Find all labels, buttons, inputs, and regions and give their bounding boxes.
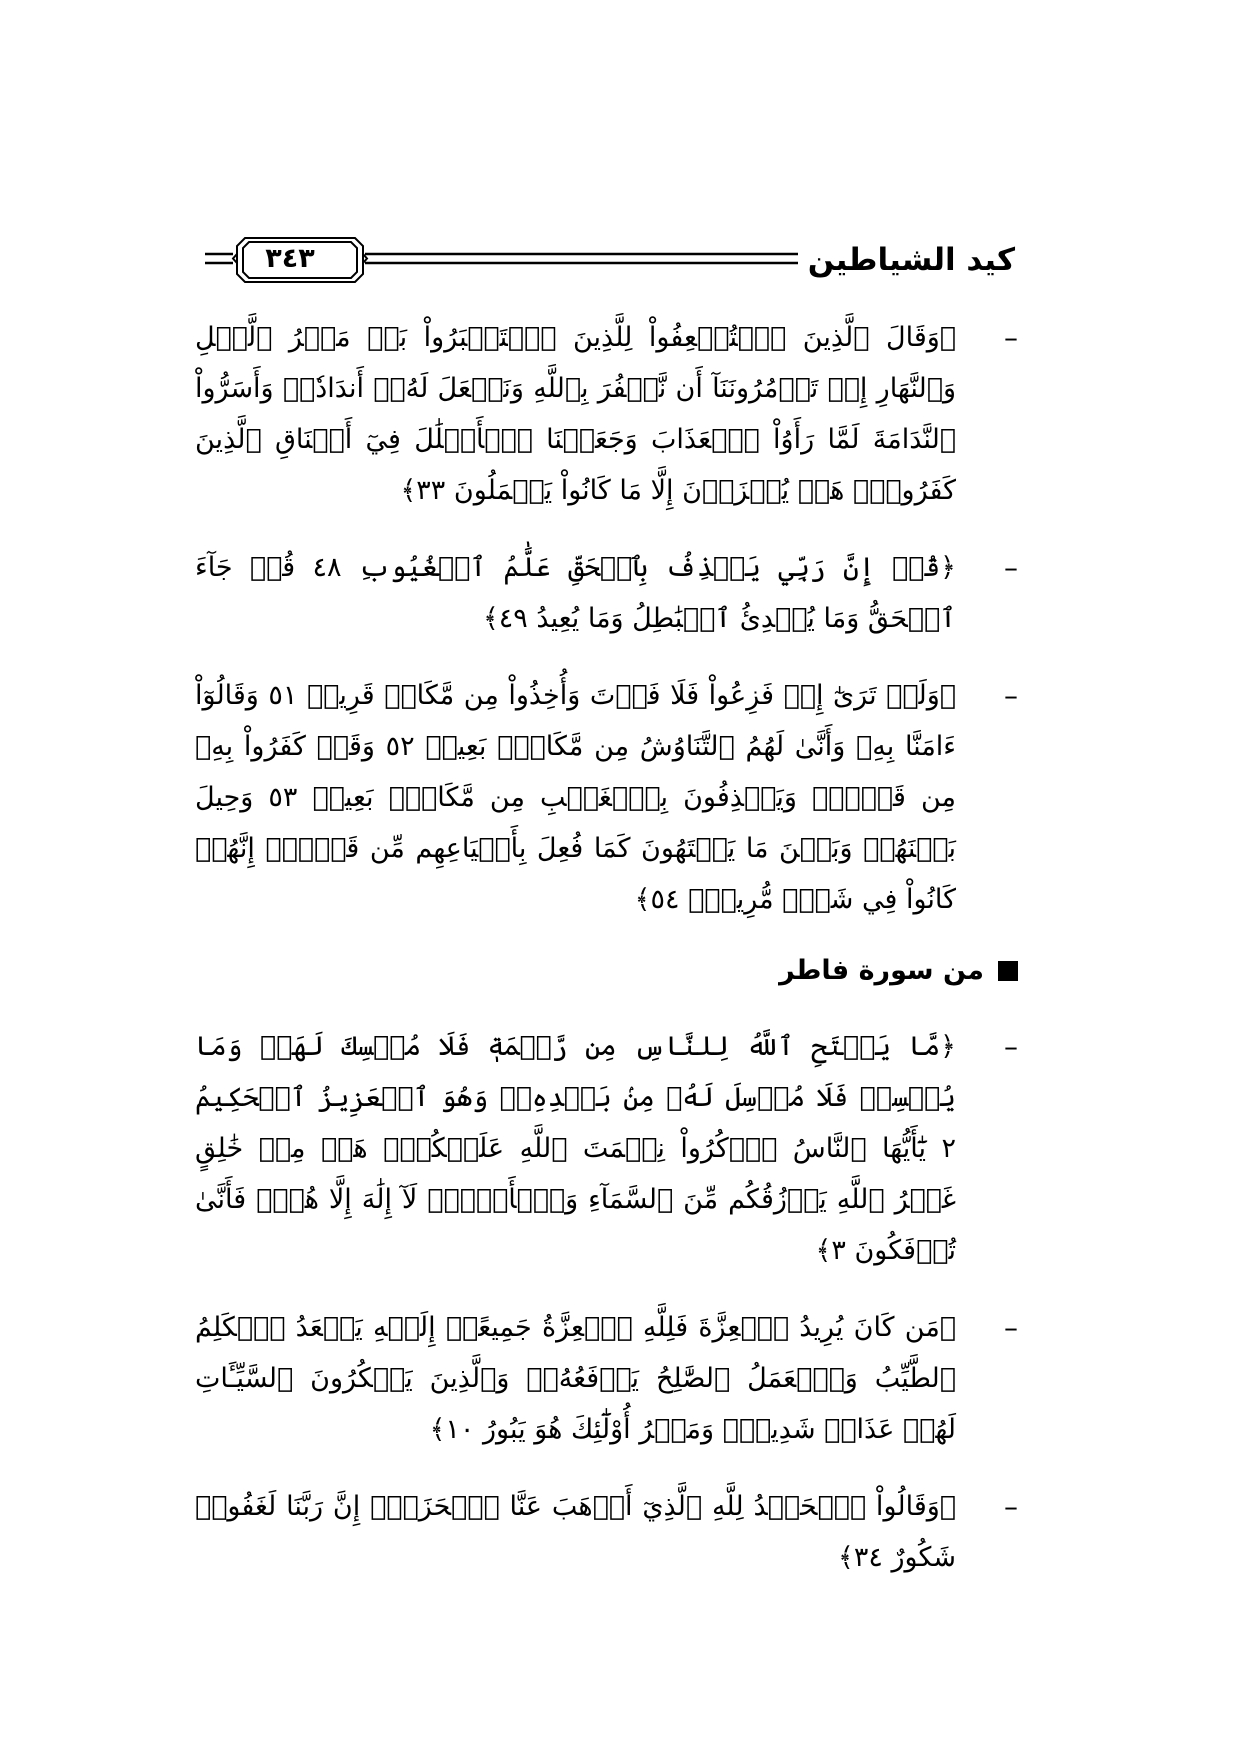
ayah-block xyxy=(195,670,1018,925)
list-dash: – xyxy=(1004,679,1018,712)
list-dash: – xyxy=(1004,551,1018,584)
ayah-text: ﴿مَن كَانَ يُرِيدُ ٱلۡعِزَّةَ فَلِلَّهِ ٱلۡعِزَّةُ جَمِيعًاۚ إِلَيۡهِ يَصۡعَدُ ٱلۡكَلِمُ ٱلطَّيِّبُ وَٱلۡعَمَلُ ٱلصَّٰلِحُ يَرۡفَعُهُۥۚ وَٱلَّذِينَ يَمۡكُرُونَ ٱلسَّيِّـَٔاتِ لَهُمۡ عَذَابٞ شَدِيدٞۖ وَمَكۡرُ أُوْلَٰٓئِكَ هُوَ يَبُورُ ١٠﴾ xyxy=(195,1312,956,1445)
ayah-block xyxy=(195,312,1018,516)
ayah-block xyxy=(195,542,1018,644)
page-number: ٣٤٣ xyxy=(265,243,315,274)
ayah-block xyxy=(195,1481,1018,1583)
section-heading-text: من سورة فاطر xyxy=(779,955,984,986)
ayah-block xyxy=(195,1302,1018,1455)
section-heading xyxy=(195,951,1018,991)
ayah-block xyxy=(195,1021,1018,1276)
ayah-text: ﴿وَلَوۡ تَرَىٰٓ إِذۡ فَزِعُواْ فَلَا فَوۡتَ وَأُخِذُواْ مِن مَّكَانٖ قَرِيبٖ ٥١ وَقَالُوٓاْ ءَامَنَّا بِهِۦ وَأَنَّىٰ لَهُمُ ٱلتَّنَاوُشُ مِن مَّكَانِۭ بَعِيدٖ ٥٢ وَقَدۡ كَفَرُواْ بِهِۦ مِن قَبۡلُۖ وَيَقۡذِفُونَ بِٱلۡغَيۡبِ مِن مَّكَانِۭ بَعِيدٖ ٥٣ وَحِيلَ بَيۡنَهُمۡ وَبَيۡنَ مَا يَشۡتَهُونَ كَمَا فُعِلَ بِأَشۡيَاعِهِم مِّن قَبۡلُۚ إِنَّهُمۡ كَانُواْ فِي شَكّٖ مُّرِيبِۭ ٥٤﴾ xyxy=(195,680,957,915)
ayah-text: ﴿وَقَالُواْ ٱلۡحَمۡدُ لِلَّهِ ٱلَّذِيٓ أَذۡهَبَ عَنَّا ٱلۡحَزَنَۖ إِنَّ رَبَّنَا لَغَفُورٞ شَكُورٌ ٣٤﴾ xyxy=(195,1491,956,1573)
ayah-text: ﴿مَّا يَفۡتَحِ ٱللَّهُ لِلنَّاسِ مِن رَّحۡمَةٖ فَلَا مُمۡسِكَ لَهَاۖ وَمَا يُمۡسِكۡ فَلَا مُرۡسِلَ لَهُۥ مِنۢ بَعۡدِهِۦۚ وَهُوَ ٱلۡعَزِيزُ ٱلۡحَكِيمُ ٢ يَٰٓأَيُّهَا ٱلنَّاسُ ٱذۡكُرُواْ نِعۡمَتَ ٱللَّهِ عَلَيۡكُمۡۚ هَلۡ مِنۡ خَٰلِقٍ غَيۡرُ ٱللَّهِ يَرۡزُقُكُم مِّنَ ٱلسَّمَآءِ وَٱلۡأَرۡضِۚ لَآ إِلَٰهَ إِلَّا هُوَۖ فَأَنَّىٰ تُؤۡفَكُونَ ٣﴾ xyxy=(195,1031,956,1266)
list-dash: – xyxy=(1004,1490,1018,1523)
page-header xyxy=(205,232,1015,288)
list-dash: – xyxy=(1004,1030,1018,1063)
running-title: كيد الشياطين xyxy=(798,240,1015,280)
page-content xyxy=(195,312,1018,1609)
ayah-text: ﴿قُلۡ إِنَّ رَبِّي يَقۡذِفُ بِٱلۡحَقِّ عَلَّٰمُ ٱلۡغُيُوبِ ٤٨ قُلۡ جَآءَ ٱلۡحَقُّ وَمَا يُبۡدِئُ ٱلۡبَٰطِلُ وَمَا يُعِيدُ ٤٩﴾ xyxy=(195,552,956,634)
list-dash: – xyxy=(1004,321,1018,354)
list-dash: – xyxy=(1004,1311,1018,1344)
ayah-text: ﴿وَقَالَ ٱلَّذِينَ ٱسۡتُضۡعِفُواْ لِلَّذِينَ ٱسۡتَكۡبَرُواْ بَلۡ مَكۡرُ ٱلَّيۡلِ وَٱلنَّهَارِ إِذۡ تَأۡمُرُونَنَآ أَن نَّكۡفُرَ بِٱللَّهِ وَنَجۡعَلَ لَهُۥٓ أَندَادٗاۚ وَأَسَرُّواْ ٱلنَّدَامَةَ لَمَّا رَأَوُاْ ٱلۡعَذَابَ وَجَعَلۡنَا ٱلۡأَغۡلَٰلَ فِيٓ أَعۡنَاقِ ٱلَّذِينَ كَفَرُواْۖ هَلۡ يُجۡزَوۡنَ إِلَّا مَا كَانُواْ يَعۡمَلُونَ ٣٣﴾ xyxy=(195,322,956,506)
square-bullet-icon xyxy=(998,961,1018,981)
